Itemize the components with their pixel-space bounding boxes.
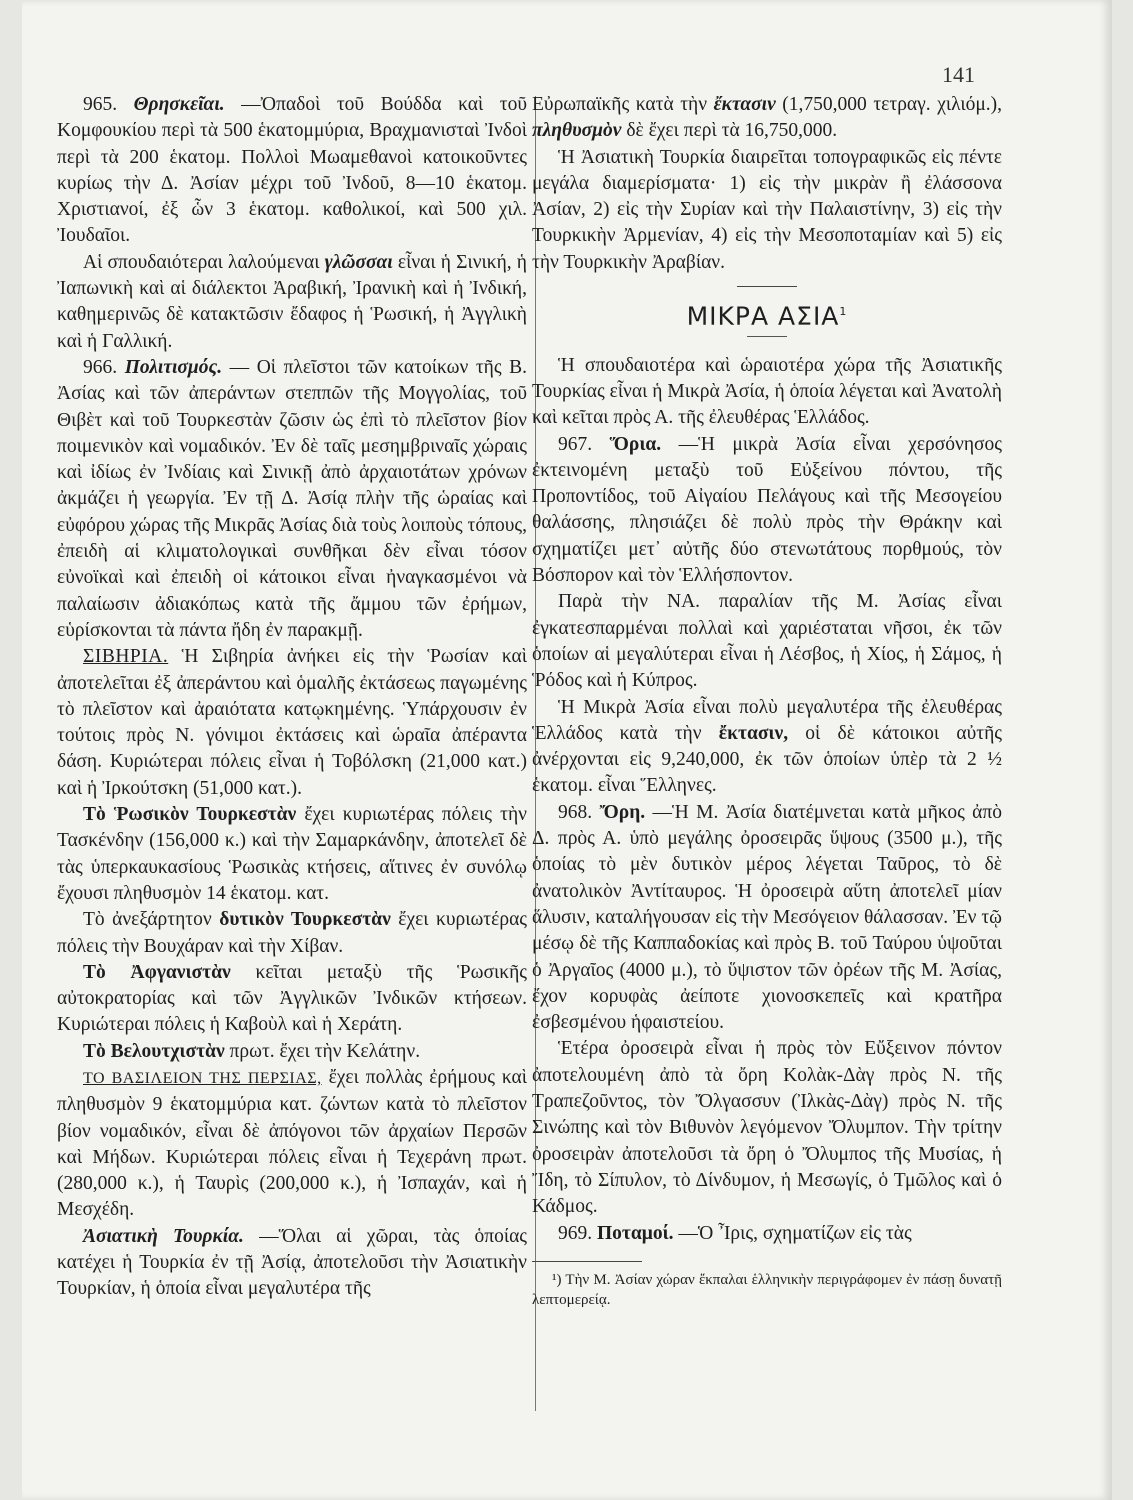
keyword: πληθυσμὸν — [532, 120, 622, 142]
keyword: δυτικὸν Τουρκεστὰν — [219, 909, 391, 931]
keyword: ἔκτασιν — [713, 94, 776, 115]
paragraph-text: δὲ ἔχει περὶ τὰ 16,750,000. — [626, 120, 838, 142]
paragraph-text: ἔχει κυριωτέρας πόλεις τὴν Βουχάραν καὶ τὴν Χίβαν. — [57, 909, 528, 957]
section-number: 969. — [558, 1222, 593, 1244]
section-heading: Τὸ Ἀφγανιστὰν — [83, 961, 231, 983]
paragraph-asiatic-turkey — [57, 1224, 527, 1303]
paragraph-persia — [57, 1065, 527, 1224]
section-heading: Πολιτισμός. — [124, 356, 223, 378]
section-heading: Τὸ Βελουτχιστὰν — [83, 1040, 225, 1062]
paragraph-languages — [57, 250, 527, 355]
paragraph-text: —Ἡ μικρὰ Ἀσία εἶναι χερσόνησος ἐκτεινομένη μεταξὺ τοῦ Εὐξείνου πόντου, τῆς Προποντίδος, τοῦ Αἰγαίου Πελάγους καὶ τῆς Μεσογείου θαλάσσης, πλησιάζει δὲ πολὺ πρὸς τὴν Θράκην καὶ σχηματίζει μετ᾽ αὐτῆς δύο στενωτάτους πορθμούς, τὸν Βόσπορον καὶ τὸν Ἑλλήσποντον. — [532, 433, 1003, 587]
paragraph-text: ἔχει κυριωτέρας πόλεις τὴν Τασκένδην (156,000 κ.) καὶ τὴν Σαμαρκάνδην, ἀποτελεῖ δὲ τὰς ὑπερκαυκασίους Ῥωσικὰς κτήσεις, αἵτινες ἐν συνόλῳ ἔχουσι πληθυσμὸν 14 ἑκατομ. κατ. — [57, 804, 527, 904]
paragraph-text: οἱ δὲ κάτοικοι αὐτῆς ἀνέρχονται εἰς 9,240,000, ἐκ τῶν ὁποίων ὑπὲρ τὰ 2 ½ ἑκατομ. εἶναι Ἕλληνες. — [532, 722, 1003, 797]
section-number: 967. — [558, 433, 593, 455]
footnote: ¹) Τὴν Μ. Ἀσίαν χώραν ἔκπαλαι ἑλληνικὴν περιγράφομεν ἐν πάσῃ δυνατῇ λεπτομερείᾳ. — [532, 1271, 1002, 1308]
paragraph-divisions: Ἡ Ἀσιατικὴ Τουρκία διαιρεῖται τοπογραφικῶς εἰς πέντε μεγάλα διαμερίσματα· 1) εἰς τὴν μικρὰν ἢ ἐλάσσονα Ἀσίαν, 2) εἰς τὴν Συρίαν καὶ τὴν Παλαιστίνην, 3) εἰς τὴν Τουρκικὴν Ἀρμενίαν, 4) εἰς τὴν Μεσοποταμίαν καὶ 5) εἰς τὴν Τουρκικὴν Ἀραβίαν. — [532, 146, 1002, 273]
heading-rule — [747, 336, 787, 337]
paragraph-966 — [57, 355, 527, 644]
paragraph-968 — [532, 800, 1002, 1037]
keyword: γλῶσσαι — [324, 251, 393, 273]
book-page — [22, 0, 1112, 1500]
paragraph-969 — [532, 1221, 1002, 1247]
paragraph-continued — [532, 92, 1002, 145]
section-heading: ΣΙΒΗΡΙΑ. — [83, 646, 169, 668]
paragraph-text: —Ἡ Μ. Ἀσία διατέμνεται κατὰ μῆκος ἀπὸ Δ. πρὸς Α. ὑπὸ μεγάλης ὀροσειρᾶς ὕψους (3500 μ.), τῆς ὁποίας τὸ μὲν δυτικὸν μέρος λέγεται Ταῦρος, τὸ δὲ ἀνατολικὸν Ἀντίταυρος. Ἡ ὀροσειρὰ αὕτη ἀποτελεῖ μίαν ἅλυσιν, καταλήγουσαν εἰς τὴν Μεσόγειον θάλασσαν. Ἐν τῷ μέσῳ δὲ τῆς Καππαδοκίας καὶ πρὸς Β. τοῦ Ταύρου ὑψοῦται ὁ Ἀργαῖος (4000 μ.), τὸ ὕψιστον τῶν ὀρέων τῆς Μ. Ἀσίας, ἔχον κορυφὰς ἀείποτε χιονοσκεπεῖς καὶ κρατῆρα ἐσβεσμένου ἡφαιστείου. — [532, 801, 1002, 1034]
paragraph-asia-minor: Ἡ σπουδαιοτέρα καὶ ὡραιοτέρα χώρα τῆς Ἀσιατικῆς Τουρκίας εἶναι ἡ Μικρὰ Ἀσία, ἡ ὁποία λέγεται καὶ Ἀνατολὴ καὶ κεῖται πρὸς Α. τῆς ἐλευθέρας Ἑλλάδος. — [532, 354, 1002, 429]
section-heading: Τὸ Ῥωσικὸν Τουρκεστὰν — [83, 804, 297, 826]
paragraph-text: πρωτ. ἔχει τὴν Κελάτην. — [229, 1040, 421, 1062]
section-heading: Ὅρια. — [609, 433, 662, 455]
chapter-heading — [532, 299, 1002, 330]
section-rule — [737, 286, 797, 287]
paragraph-baluchistan — [57, 1039, 527, 1065]
paragraph-text: —Ὅλαι αἱ χῶραι, τὰς ὁποίας κατέχει ἡ Τουρκία ἐν τῇ Ἀσίᾳ, ἀποτελοῦσι τὴν Ἀσιατικὴν Τουρκίαν, ἡ ὁποία εἶναι μεγαλυτέρα τῆς — [57, 1225, 528, 1300]
footnote-rule — [532, 1261, 642, 1262]
paragraph-siberia — [57, 644, 527, 802]
right-column — [532, 92, 1002, 1310]
section-number: 968. — [558, 801, 593, 823]
paragraph-russian-turkestan — [57, 802, 527, 907]
section-heading: Ποταμοί. — [597, 1222, 674, 1244]
paragraph-text: Τὸ ἀνεξάρτητον — [83, 909, 212, 931]
section-heading: Ὄρη. — [599, 801, 646, 823]
paragraph-text: Ἡ Μικρὰ Ἀσία εἶναι πολὺ μεγαλυτέρα τῆς ἐλευθέρας Ἑλλάδος κατὰ τὴν — [532, 696, 1002, 744]
paragraph-text: Αἱ σπουδαιότεραι λαλούμεναι — [83, 251, 320, 273]
paragraph-text: εἶναι ἡ Σινική, ἡ Ἰαπωνικὴ καὶ αἱ διάλεκτοι Ἀραβική, Ἰρανικὴ καὶ ἡ Ἰνδική, καθημερινῶς δὲ κατακτῶσιν ἔδαφος ἡ Ῥωσική, ἡ Ἀγγλικὴ καὶ ἡ Γαλλική. — [57, 251, 528, 352]
paragraph-text: (1,750,000 τετραγ. χιλιόμ.), — [782, 94, 1003, 115]
paragraph-text: ἔχει πολλὰς ἐρήμους καὶ πληθυσμὸν 9 ἑκατομμύρια κατ. ζώντων κατὰ τὸ πλεῖστον βίον νομαδικόν, εἶναι δὲ ἀπόγονοι τῶν ἀρχαίων Περσῶν καὶ Μήδων. Κυριώτεραι πόλεις εἶναι ἡ Τεχεράνη πρωτ. (280,000 κ.), ἡ Ταυρὶς (200,000 κ.), ἡ Ἰσπαχάν, καὶ ἡ Μεσχέδη. — [57, 1066, 527, 1221]
left-column — [57, 92, 527, 1303]
paragraph-text: κεῖται μεταξὺ τῆς Ῥωσικῆς αὐτοκρατορίας καὶ τῶν Ἀγγλικῶν Ἰνδικῶν κτήσεων. Κυριώτεραι πόλεις ἡ Καβοὺλ καὶ ἡ Χεράτη. — [57, 961, 528, 1036]
paragraph-islands: Παρὰ τὴν ΝΑ. παραλίαν τῆς Μ. Ἀσίας εἶναι ἐγκατεσπαρμέναι πολλαὶ καὶ χαριέσταται νῆσοι, ἐκ τῶν ὁποίων αἱ μεγαλύτεραι εἶναι ἡ Λέσβος, ἡ Χίος, ἡ Σάμος, ἡ Ῥόδος καὶ ἡ Κύπρος. — [532, 591, 1002, 692]
section-number: 965. — [83, 94, 118, 115]
section-heading: Ἀσιατικὴ Τουρκία. — [83, 1225, 244, 1247]
paragraph-western-turkestan — [57, 907, 527, 960]
paragraph-mountains: Ἑτέρα ὀροσειρὰ εἶναι ἡ πρὸς τὸν Εὔξεινον πόντον ἀποτελουμένη ἀπὸ τὰ ὄρη Κολὰκ-Δὰγ πρὸς Ν. τῆς Τραπεζοῦντος, τὸν Ὄλγασσυν (Ἰλκὰς-Δὰγ) πρὸς Ν. τῆς Σινώπης καὶ τὸν Βιθυνὸν λεγόμενον Ὄλυμπον. Τὴν τρίτην ὀροσειρὰν ἀποτελοῦσι τὰ ὄρη ὁ Ὄλυμπος τῆς Μυσίας, ἡ Ἴδη, τὸ Σίπυλον, τὸ Δίνδυμον, ἡ Μεσωγίς, ὁ Τμῶλος καὶ ὁ Κάδμος. — [532, 1038, 1002, 1218]
section-heading: Θρησκεῖαι. — [133, 94, 225, 115]
paragraph-967 — [532, 432, 1002, 590]
paragraph-area — [532, 695, 1002, 800]
paragraph-text: — Οἱ πλεῖστοι τῶν κατοίκων τῆς Β. Ἀσίας καὶ τῶν ἀπεράντων στεππῶν τῆς Μογγολίας, τοῦ Θιβὲτ καὶ τοῦ Τουρκεστὰν ζῶσιν ὡς ἐπὶ τὸ πλεῖστον βίον ποιμενικὸν καὶ νομαδικόν. Ἐν δὲ ταῖς μεσημβριναῖς χώραις καὶ ἰδίως ἐν Ἰνδίαις καὶ Σινικῇ ἀπὸ ἀρχαιοτάτων χρόνων ἀκμάζει ἡ γεωργία. Ἐν τῇ Δ. Ἀσίᾳ πλὴν τῆς ὡραίας καὶ εὐφόρου χώρας τῆς Μικρᾶς Ἀσίας διὰ τοὺς λοιποὺς τόπους, ἐπειδὴ αἱ κλιματολογικαὶ συνθῆκαι δὲν εἶναι τόσον εὐνοϊκαὶ καὶ ἐπειδὴ οἱ κάτοικοι εἶναι ἠναγκασμένοι νὰ παλαίωσιν ἀδιακόπως κατὰ τῆς ἄμμου τῶν ἐρήμων, εὑρίσκονται τὰ πάντα ἤδη ἐν παρακμῇ. — [57, 356, 528, 641]
paragraph-text: Ἡ Σιβηρία ἀνήκει εἰς τὴν Ῥωσίαν καὶ ἀποτελεῖται ἐξ ἀπεράντου καὶ ὁμαλῆς ἐκτάσεως παγωμένης τὸ πλεῖστον καὶ ἀραιότατα κατῳκημένης. Ὑπάρχουσιν ἐν τούτοις πρὸς Ν. γόνιμοι ἐκτάσεις καὶ ὡραῖα ἀπέραντα δάση. Κυριώτεραι πόλεις εἶναι ἡ Τοβόλσκη (21,000 κατ.) καὶ ἡ Ἰρκούτσκη (51,000 κατ.). — [57, 646, 528, 799]
paragraph-text: Εὐρωπαϊκῆς κατὰ τὴν — [532, 94, 708, 115]
section-heading: ΤΟ ΒΑΣΙΛΕΙΟΝ ΤΗΣ ΠΕΡΣΙΑΣ, — [83, 1069, 322, 1087]
page-number: 141 — [942, 62, 975, 87]
paragraph-text: —Ὁ Ἶρις, σχηματίζων εἰς τὰς — [678, 1222, 912, 1244]
footnote-marker: 1 — [839, 305, 848, 319]
paragraph-afghanistan — [57, 960, 527, 1039]
paragraph-text: —Ὀπαδοὶ τοῦ Βούδδα καὶ τοῦ Κομφουκίου περὶ τὰ 500 ἑκατομμύρια, Βραχμανισταὶ Ἰνδοὶ περὶ τὰ 200 ἑκατομ. Πολλοὶ Μωαμεθανοὶ κατοικοῦντες κυρίως τὴν Δ. Ἀσίαν μέχρι τοῦ Ἰνδοῦ, 8—10 ἑκατομ. Χριστιανοί, ἐξ ὧν 3 ἑκατομ. καθολικοί, καὶ 500 χιλ. Ἰουδαῖοι. — [57, 94, 528, 247]
keyword: ἔκτασιν, — [718, 722, 789, 744]
paragraph-965 — [57, 92, 527, 250]
chapter-title: ΜΙΚΡΑ ΑΣΙΑ — [686, 301, 840, 331]
section-number: 966. — [83, 356, 118, 378]
